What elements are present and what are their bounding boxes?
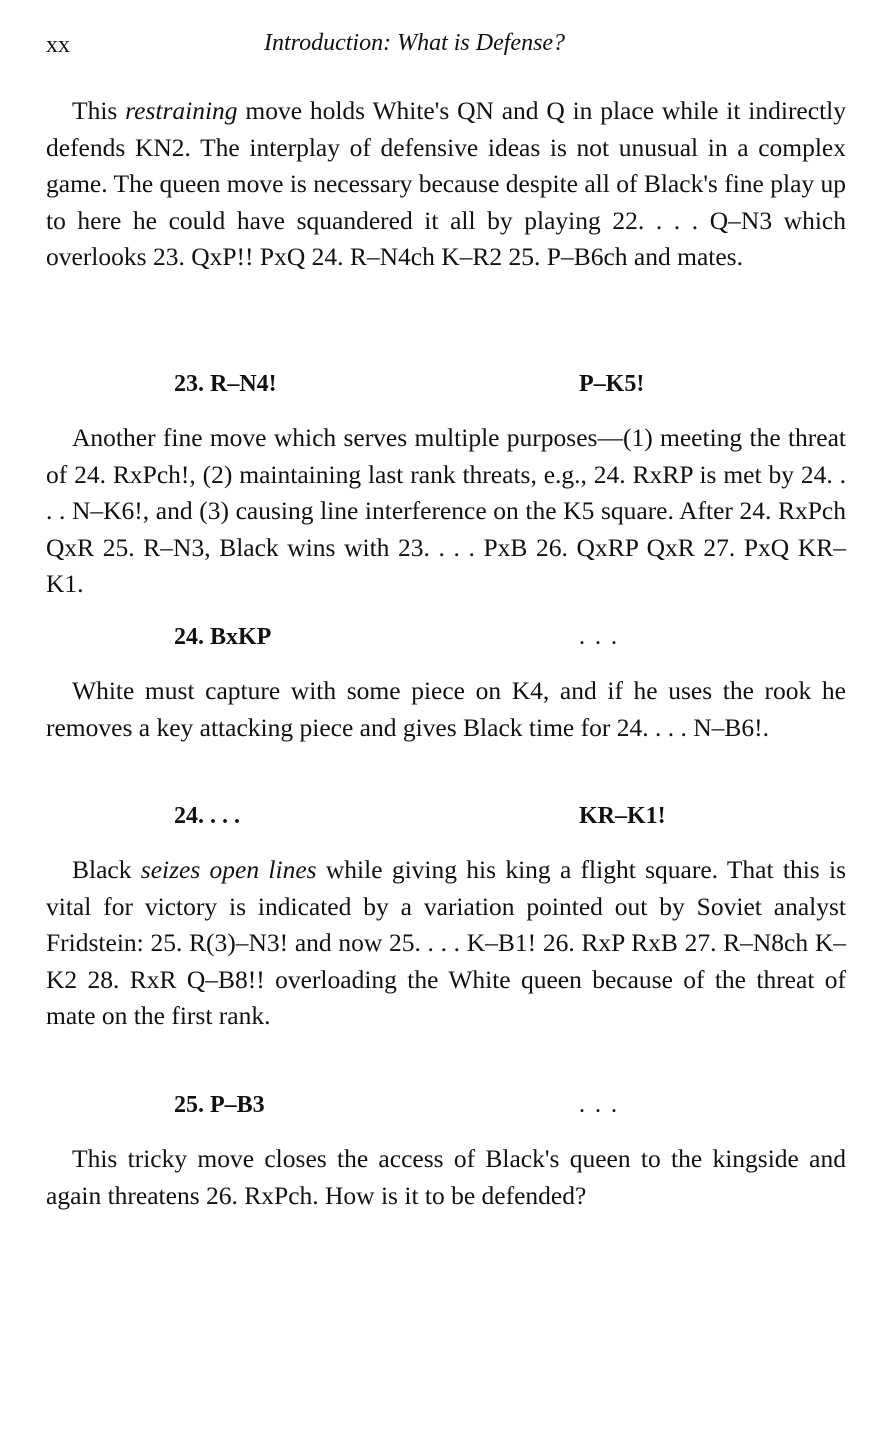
black-move: P–K5!	[579, 371, 645, 397]
white-move: 25. P–B3	[174, 1092, 265, 1118]
paragraph-text: White must capture with some piece on K4, and if he uses the rook he removes a key attacking piece and gives Black time for 24. . . . N–B6!.	[46, 676, 846, 742]
page-header	[46, 30, 846, 64]
black-move-ellipsis: . . .	[579, 1092, 619, 1118]
paragraph-text: Black	[72, 855, 141, 884]
running-title: Introduction: What is Defense?	[264, 30, 566, 56]
move-row-23	[46, 371, 846, 407]
white-move-ellipsis: 24. . . .	[174, 803, 240, 829]
book-page	[46, 0, 846, 1440]
page-number: xx	[46, 32, 70, 58]
black-move: KR–K1!	[579, 803, 666, 829]
paragraph-multiple-purposes	[46, 420, 846, 603]
white-move: 24. BxKP	[174, 624, 272, 650]
paragraph-text: This	[72, 96, 126, 125]
paragraph-text: move holds White's QN and Q in place while it indirectly defends KN2. The interplay of defensive ideas is not unusual in a complex game. The queen move is necessary because despite all of Black's fine play up to here he could have squandered it all by playing 22. . . . Q–N3 which overlooks 23. QxP!! PxQ 24. R–N4ch K–R2 25. P–B6ch and mates.	[46, 96, 847, 272]
move-row-24-black	[46, 803, 846, 839]
paragraph-restraining-move	[46, 93, 846, 276]
paragraph-text: This tricky move closes the access of Black's queen to the kingside and again threatens 26. RxPch. How is it to be defended?	[46, 1144, 846, 1210]
emphasis-text: seizes open lines	[140, 855, 317, 884]
paragraph-text: Another fine move which serves multiple purposes—(1) meeting the threat of 24. RxPch!, (2) maintaining last rank threats, e.g., 24. RxRP is met by 24. . . . N–K6!, and (3) causing line interference on the K5 square. After 24. RxPch QxR 25. R–N3, Black wins with 23. . . . PxB 26. QxRP QxR 27. PxQ KR–K1.	[46, 423, 846, 599]
paragraph-capture-k4	[46, 673, 846, 746]
white-move: 23. R–N4!	[174, 371, 277, 397]
paragraph-tricky-move	[46, 1141, 846, 1214]
emphasis-text: restraining	[125, 96, 238, 125]
paragraph-text: while giving his king a flight square. That this is vital for victory is indicated by a variation pointed out by Soviet analyst Fridstein: 25. R(3)–N3! and now 25. . . . K–B1! 26. RxP RxB 27. R–N8ch K–K2 28. RxR Q–B8!! overloading the White queen because of the threat of mate on the first rank.	[46, 855, 847, 1031]
move-row-24-white	[46, 624, 846, 660]
move-row-25	[46, 1092, 846, 1128]
black-move-ellipsis: . . .	[579, 624, 619, 650]
paragraph-seizes-open-lines	[46, 852, 846, 1035]
